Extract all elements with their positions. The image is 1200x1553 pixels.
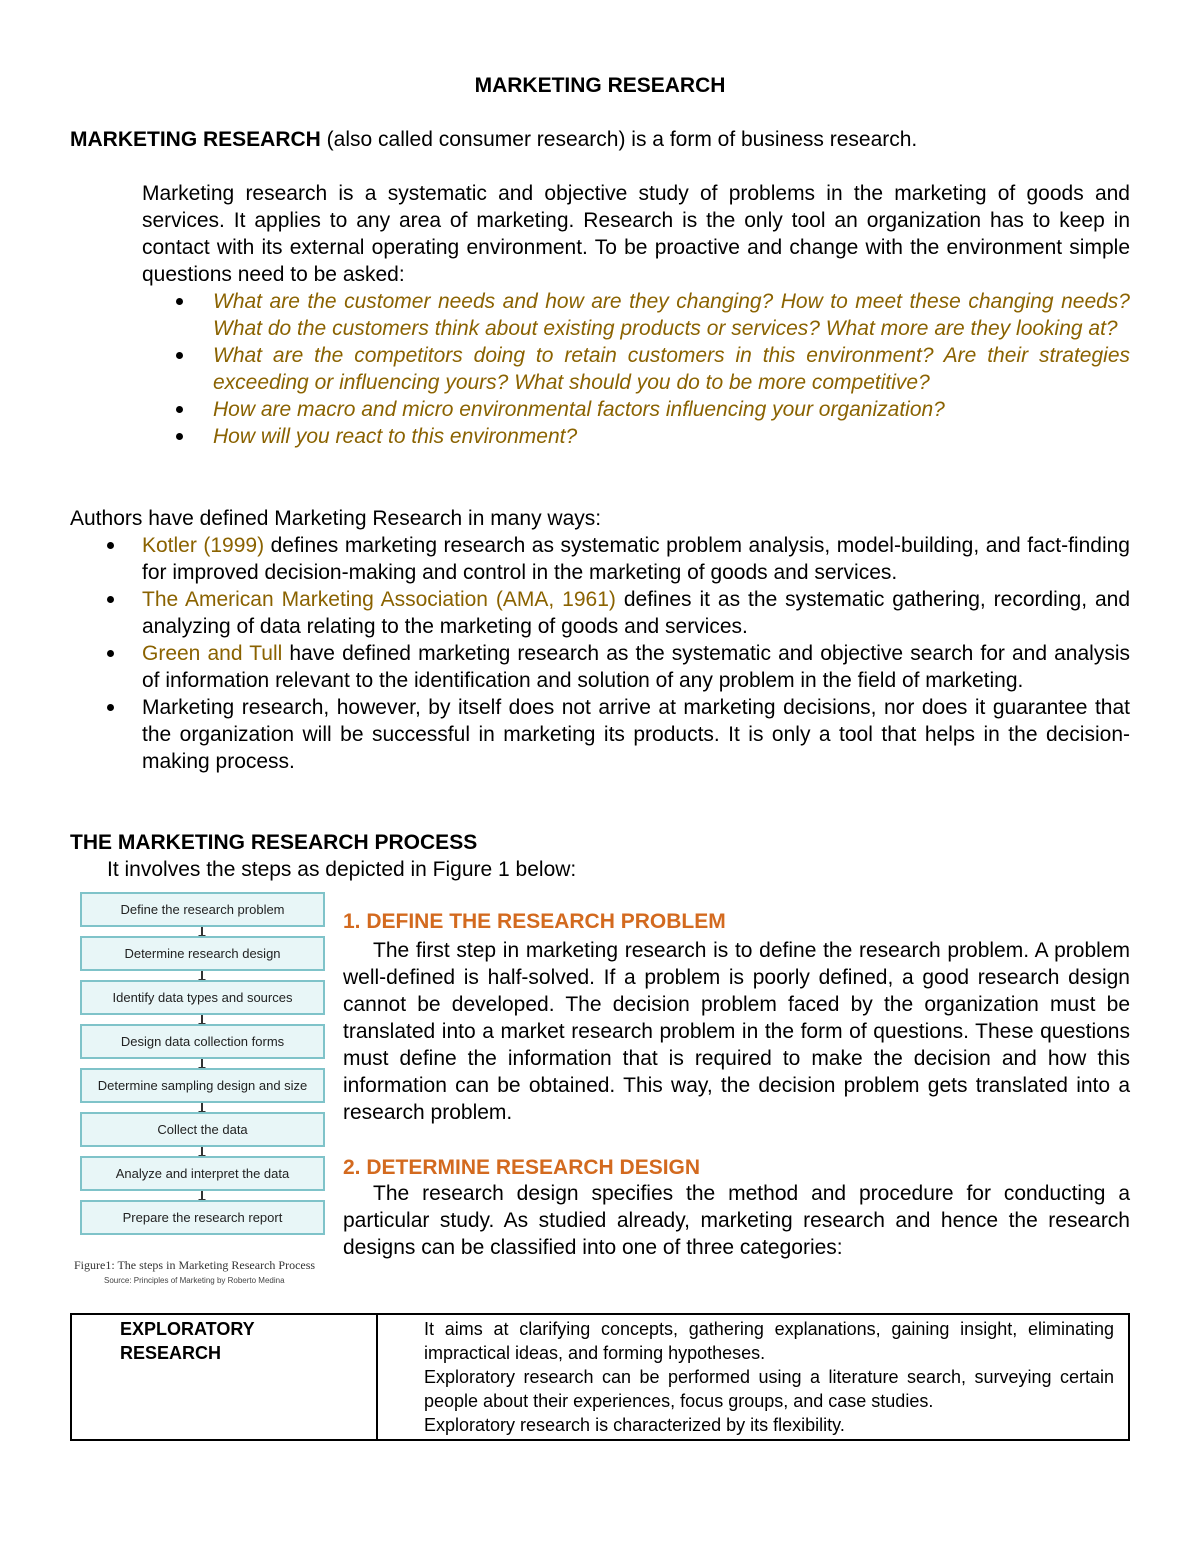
question-item: How will you react to this environment? xyxy=(142,423,1130,450)
author-definition-item xyxy=(70,694,1130,775)
step2-body: The research design specifies the method and procedure for conducting a particular study. As studied already, marketing research and hence the research designs can be classified into one of three categories: xyxy=(343,1182,1130,1259)
flow-arrow-icon xyxy=(201,1103,203,1112)
author-source: Green and Tull xyxy=(142,642,283,665)
authors-list xyxy=(70,532,1130,775)
flow-arrow-icon xyxy=(201,927,203,936)
author-source: The American Marketing Association (AMA, 1961) xyxy=(142,588,616,611)
table-label-line: RESEARCH xyxy=(120,1343,222,1363)
table-cell-label xyxy=(71,1314,377,1440)
question-list xyxy=(142,288,1130,450)
figure-source: Source: Principles of Marketing by Roberto Medina xyxy=(104,1276,285,1285)
question-item: What are the competitors doing to retain customers in this environment? Are their strategies exceeding or influencing yours? What should you do to be more competitive? xyxy=(142,342,1130,396)
definition-paragraph: Marketing research is a systematic and objective study of problems in the marketing of goods and services. It applies to any area of marketing. Research is the only tool an organization has to keep in contact with its external operating environment. To be proactive and change with the environment simple questions need to be asked: xyxy=(142,182,1130,286)
flow-step-box: Prepare the research report xyxy=(80,1200,325,1235)
step1-body: The first step in marketing research is to define the research problem. A problem well-defined is half-solved. If a problem is poorly defined, a good research design cannot be developed. The decision problem faced by the organization must be translated into a market research problem in the form of questions. These questions must define the information that is required to make the decision and how this information can be obtained. This way, the decision problem gets translated into a research problem. xyxy=(343,939,1130,1124)
flow-step-box: Collect the data xyxy=(80,1112,325,1147)
flow-arrow-icon xyxy=(201,971,203,980)
intro-term: MARKETING RESEARCH xyxy=(70,128,321,151)
process-subtext: It involves the steps as depicted in Figure 1 below: xyxy=(107,858,577,881)
step2-heading: 2. DETERMINE RESEARCH DESIGN xyxy=(343,1156,701,1179)
flow-step-box: Design data collection forms xyxy=(80,1024,325,1059)
flow-arrow-icon xyxy=(201,1191,203,1200)
flow-arrow-icon xyxy=(201,1147,203,1156)
author-definition-text: have defined marketing research as the systematic and objective search for and analysis of information relevant to the identification and solution of any problem in the field of marketing. xyxy=(142,642,1130,692)
flow-step-box: Determine sampling design and size xyxy=(80,1068,325,1103)
authors-lead: Authors have defined Marketing Research in many ways: xyxy=(70,507,602,530)
flow-arrow-icon xyxy=(201,1059,203,1068)
author-definition-text: defines marketing research as systematic problem analysis, model-building, and fact-finding for improved decision-making and control in the marketing of goods and services. xyxy=(142,534,1130,584)
step1-heading: 1. DEFINE THE RESEARCH PROBLEM xyxy=(343,910,726,933)
flow-step-box: Analyze and interpret the data xyxy=(80,1156,325,1191)
question-item: What are the customer needs and how are they changing? How to meet these changing needs? What do the customers think about existing products or services? What more are they looking at? xyxy=(142,288,1130,342)
page-title: MARKETING RESEARCH xyxy=(474,74,726,97)
author-definition-item xyxy=(70,532,1130,586)
table-label-line: EXPLORATORY xyxy=(120,1319,255,1339)
intro-text: (also called consumer research) is a form of business research. xyxy=(320,128,918,151)
flow-step-box: Identify data types and sources xyxy=(80,980,325,1015)
table-cell-description xyxy=(377,1314,1129,1440)
flow-arrow-icon xyxy=(201,1015,203,1024)
table-description-line: Exploratory research is characterized by its flexibility. xyxy=(424,1415,845,1435)
step2-paragraph xyxy=(343,1180,1130,1261)
author-source: Kotler (1999) xyxy=(142,534,265,557)
intro-paragraph xyxy=(70,126,1140,153)
process-heading: THE MARKETING RESEARCH PROCESS xyxy=(70,831,478,854)
table-row xyxy=(71,1314,1129,1440)
question-item: How are macro and micro environmental factors influencing your organization? xyxy=(142,396,1130,423)
author-definition-text: Marketing research, however, by itself does not arrive at marketing decisions, nor does it guarantee that the organization will be successful in marketing its products. It is only a tool that helps in the decision-making process. xyxy=(142,696,1130,773)
author-definition-item xyxy=(70,640,1130,694)
research-design-table xyxy=(70,1313,1130,1441)
table-description-line: It aims at clarifying concepts, gathering explanations, gaining insight, eliminating impractical ideas, and forming hypotheses. xyxy=(424,1319,1114,1363)
author-definition-item xyxy=(70,586,1130,640)
step1-paragraph xyxy=(343,937,1130,1126)
table-description-line: Exploratory research can be performed using a literature search, surveying certain people about their experiences, focus groups, and case studies. xyxy=(424,1367,1114,1411)
author-definition-text: defines it as the systematic gathering, recording, and analyzing of data relating to the marketing of goods and services. xyxy=(142,588,1131,638)
flow-step-box: Determine research design xyxy=(80,936,325,971)
figure-caption: Figure1: The steps in Marketing Research Process xyxy=(74,1258,316,1272)
flow-step-box: Define the research problem xyxy=(80,892,325,927)
process-figure xyxy=(74,885,336,1295)
